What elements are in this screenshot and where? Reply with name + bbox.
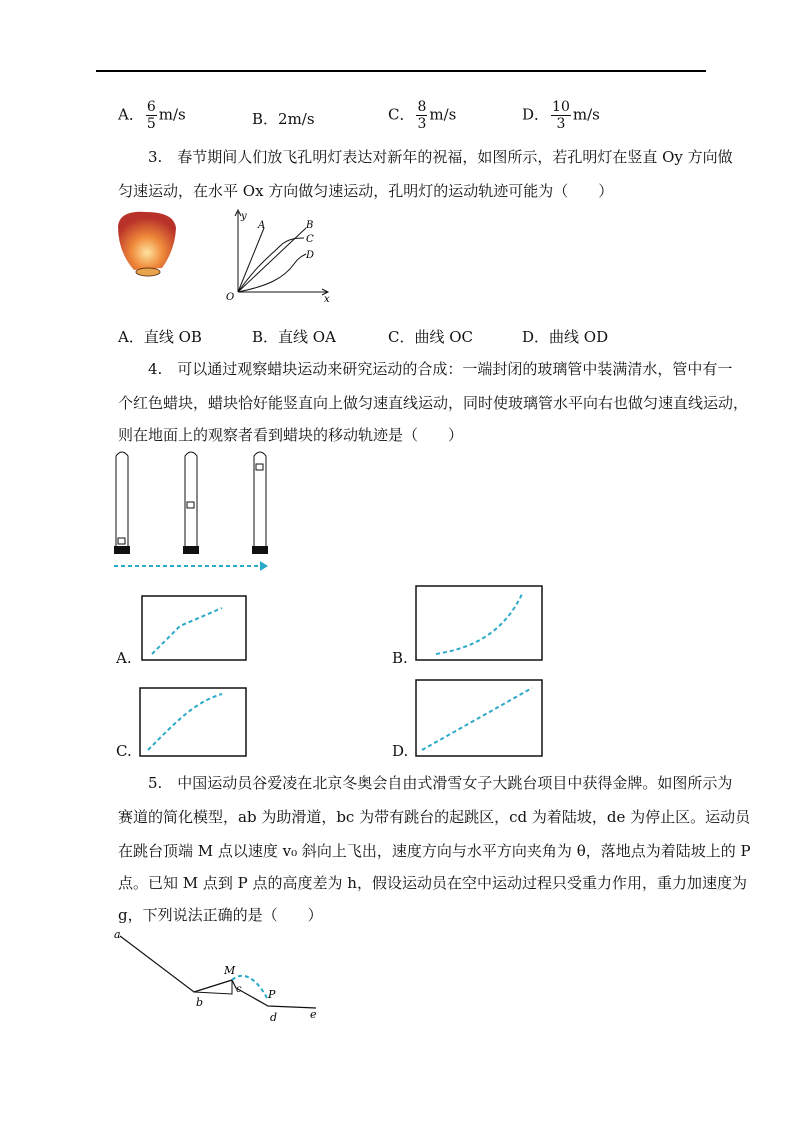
q4-stem-line1: 4. 可以通过观察蜡块运动来研究运动的合成：一端封闭的玻璃管中装满清水，管中有一 (148, 360, 733, 378)
line-oa (238, 228, 264, 292)
q3-option-c[interactable]: C．曲线 OC (388, 328, 474, 346)
origin-label: O (226, 292, 235, 303)
fraction: $\frac{10}{3}$ (552, 99, 570, 132)
sky-lantern-image (112, 208, 182, 288)
q2-option-b[interactable]: B．2m/s (252, 110, 315, 128)
q2-option-a[interactable]: A． $\frac{6}{5}$ m/s (118, 99, 186, 132)
label-p: P (268, 988, 276, 1001)
q4-graph-a (140, 594, 248, 662)
q2-option-c[interactable]: C． $\frac{8}{3}$ m/s (388, 99, 457, 132)
label-e: e (310, 1008, 317, 1021)
curve-oc (238, 238, 304, 292)
q3-trajectory-graph (218, 204, 338, 304)
label-b: B (306, 220, 314, 231)
fraction: $\frac{8}{3}$ (417, 99, 427, 132)
q4-option-a[interactable]: A. (116, 649, 132, 667)
y-axis-label: y (241, 211, 247, 222)
q3-stem-line1: 3. 春节期间人们放飞孔明灯表达对新年的祝福，如图所示，若孔明灯在竖直 Oy 方向做 (148, 148, 733, 166)
q4-graph-b (414, 584, 544, 662)
label-d: D (306, 250, 315, 261)
label-m: M (224, 964, 236, 977)
label-c: c (236, 984, 242, 995)
ski-jump-track-diagram (112, 928, 332, 1024)
q3-option-d[interactable]: D．曲线 OD (522, 328, 609, 346)
label-a: A (258, 220, 266, 231)
label-b: b (196, 996, 204, 1009)
label-c: C (306, 234, 314, 245)
q4-option-d[interactable]: D. (392, 742, 409, 760)
q3-option-b[interactable]: B．直线 OA (252, 328, 336, 346)
q3-option-a[interactable]: A．直线 OB (118, 328, 202, 346)
q5-stem-line1: 5. 中国运动员谷爱凌在北京冬奥会自由式滑雪女子大跳台项目中获得金牌。如图所示为 (148, 774, 733, 792)
label-a: a (114, 928, 121, 941)
q4-graph-c (138, 686, 248, 758)
q4-graph-d (414, 678, 544, 758)
q5-stem-line2: 赛道的简化模型，ab 为助滑道，bc 为带有跳台的起跳区，cd 为着陆坡，de 为停止区。运动员 (118, 808, 751, 826)
q5-stem-line5: g，下列说法正确的是（ ） (118, 906, 323, 924)
x-axis-label: x (324, 294, 330, 304)
q5-stem-line3: 在跳台顶端 M 点以速度 v₀ 斜向上飞出，速度方向与水平方向夹角为 θ，落地点为着陆坡上的 P (118, 842, 751, 860)
glass-tube-diagram (108, 448, 278, 574)
q5-stem-line4: 点。已知 M 点到 P 点的高度差为 h，假设运动员在空中运动过程只受重力作用，重力加速度为 (118, 874, 747, 892)
q4-option-b[interactable]: B. (392, 649, 408, 667)
line-ob (238, 228, 306, 292)
fraction: $\frac{6}{5}$ (146, 99, 156, 132)
q2-option-d[interactable]: D． $\frac{10}{3}$ m/s (522, 99, 600, 132)
q3-stem-line2: 匀速运动，在水平 Ox 方向做匀速运动，孔明灯的运动轨迹可能为（ ） (118, 182, 614, 200)
q4-option-c[interactable]: C. (116, 742, 132, 760)
q4-stem-line3: 则在地面上的观察者看到蜡块的移动轨迹是（ ） (118, 426, 464, 444)
label-d: d (270, 1011, 278, 1024)
q4-stem-line2: 个红色蜡块，蜡块恰好能竖直向上做匀速直线运动，同时使玻璃管水平向右也做匀速直线运动， (118, 394, 749, 412)
header-rule (96, 70, 706, 72)
